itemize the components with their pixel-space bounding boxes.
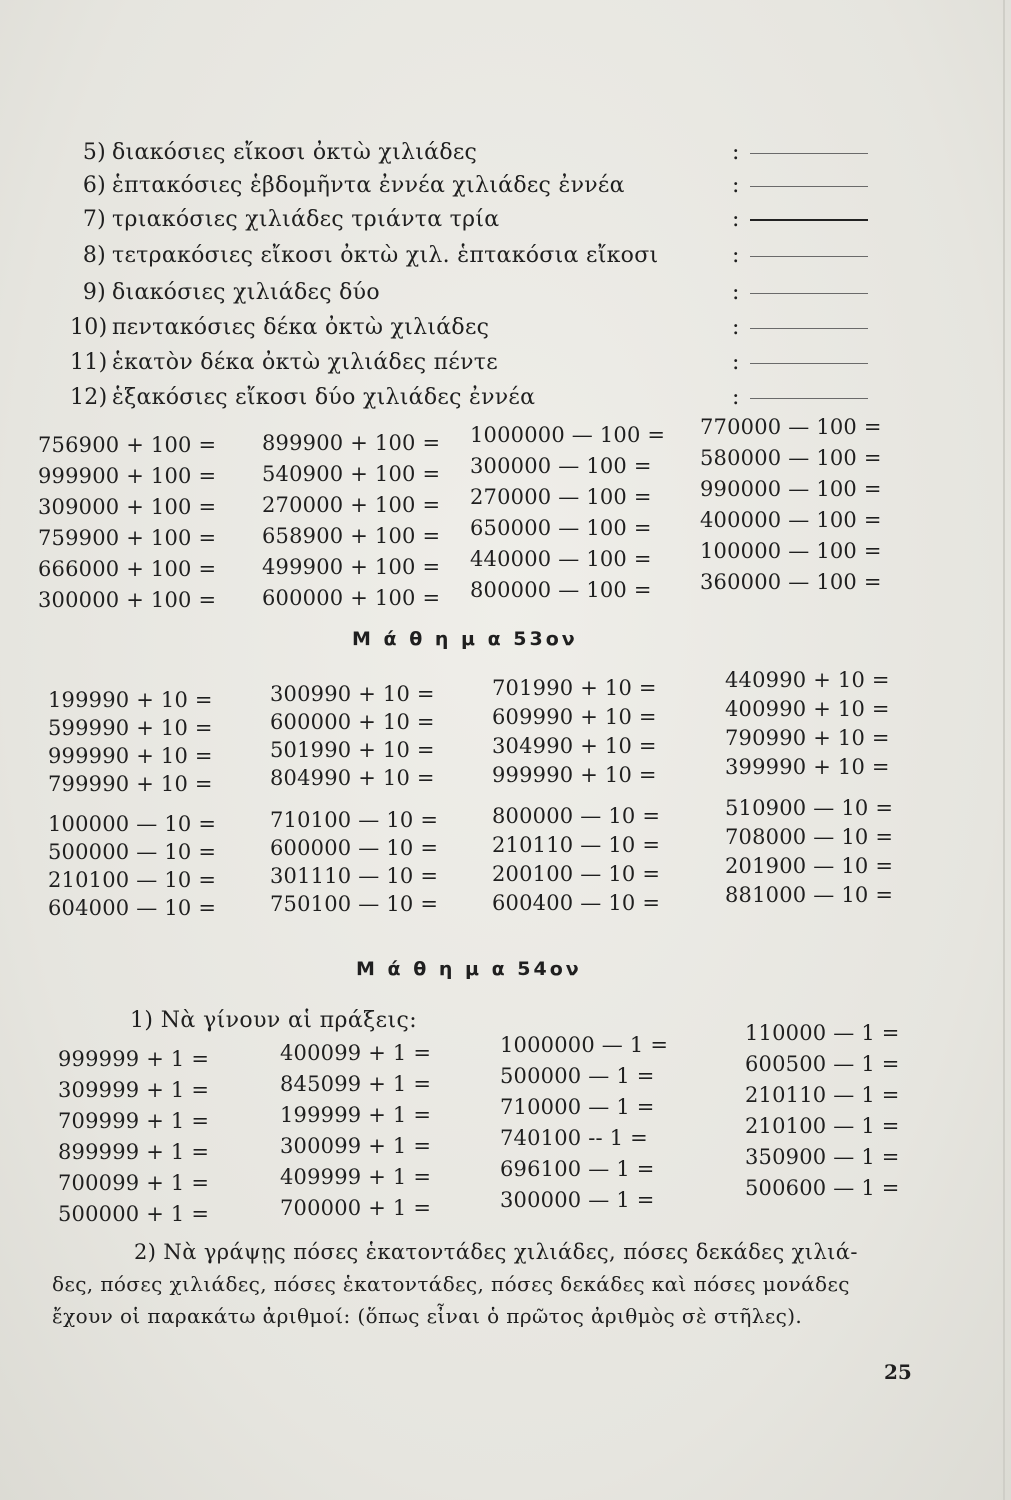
exercise: 200100 — 10 = bbox=[492, 862, 661, 886]
lesson54-col-2 bbox=[280, 1038, 431, 1224]
exercise: 790990 + 10 = bbox=[725, 726, 890, 750]
lesson53-col-1 bbox=[48, 686, 216, 922]
exercise: 804990 + 10 = bbox=[270, 766, 435, 790]
exercise: 600500 — 1 = bbox=[745, 1052, 900, 1076]
exercise-column-4 bbox=[700, 412, 882, 598]
exercise: 210110 — 1 = bbox=[745, 1083, 900, 1107]
exercise: 500000 — 1 = bbox=[500, 1064, 655, 1088]
exercise: 399990 + 10 = bbox=[725, 755, 890, 779]
exercise: 201900 — 10 = bbox=[725, 854, 894, 878]
page-number: 25 bbox=[884, 1360, 912, 1384]
lesson53-col-2 bbox=[270, 680, 438, 918]
exercise: 800000 — 10 = bbox=[492, 804, 661, 828]
exercise: 600000 + 100 = bbox=[262, 586, 441, 610]
exercise: 650000 — 100 = bbox=[470, 516, 652, 540]
page-edge bbox=[1003, 0, 1005, 1500]
exercise: 709999 + 1 = bbox=[58, 1109, 210, 1133]
lesson54-col-1 bbox=[58, 1044, 209, 1230]
word-item-8: 8) τετρακόσιες εἴκοσι ὀκτὼ χιλ. ἑπτακόσια εἴκοσι bbox=[82, 243, 659, 268]
exercise: 609990 + 10 = bbox=[492, 705, 657, 729]
exercise: 350900 — 1 = bbox=[745, 1145, 900, 1169]
exercise: 800000 — 100 = bbox=[470, 578, 652, 602]
exercise: 708000 — 10 = bbox=[725, 825, 894, 849]
word-item-7: 7) τριακόσιες χιλιάδες τριάντα τρία bbox=[82, 207, 500, 232]
exercise: 710100 — 10 = bbox=[270, 808, 439, 832]
exercise: 658900 + 100 = bbox=[262, 524, 441, 548]
exercise: 599990 + 10 = bbox=[48, 716, 213, 740]
exercise: 400099 + 1 = bbox=[280, 1041, 432, 1065]
lesson53-col-4 bbox=[725, 666, 893, 910]
exercise: 700000 + 1 = bbox=[280, 1196, 432, 1220]
exercise-column-1 bbox=[38, 430, 216, 616]
exercise: 304990 + 10 = bbox=[492, 734, 657, 758]
lesson54-col-3 bbox=[500, 1030, 668, 1216]
exercise: 499900 + 100 = bbox=[262, 555, 441, 579]
exercise: 696100 — 1 = bbox=[500, 1157, 655, 1181]
exercise: 1000000 — 100 = bbox=[470, 423, 666, 447]
lesson-53-heading: Μ ά θ η μ α 53ον bbox=[352, 628, 578, 650]
task-2-line-2: δες, πόσες χιλιάδες, πόσες ἑκατοντάδες, πόσες δεκάδες καὶ πόσες μονάδες bbox=[52, 1272, 850, 1296]
exercise: 666000 + 100 = bbox=[38, 557, 217, 581]
exercise: 409999 + 1 = bbox=[280, 1165, 432, 1189]
word-item-6: 6) ἑπτακόσιες ἑβδομῆντα ἐννέα χιλιάδες ἐννέα bbox=[82, 173, 625, 198]
exercise: 899900 + 100 = bbox=[262, 431, 441, 455]
exercise: 759900 + 100 = bbox=[38, 526, 217, 550]
exercise: 199999 + 1 = bbox=[280, 1103, 432, 1127]
exercise: 400000 — 100 = bbox=[700, 508, 882, 532]
exercise: 500000 — 10 = bbox=[48, 840, 217, 864]
answer-blank[interactable]: : bbox=[732, 207, 868, 232]
word-item-10: 10) πεντακόσιες δέκα ὀκτὼ χιλιάδες bbox=[70, 315, 490, 340]
exercise: 600000 — 10 = bbox=[270, 836, 439, 860]
exercise: 300000 — 1 = bbox=[500, 1188, 655, 1212]
exercise: 845099 + 1 = bbox=[280, 1072, 432, 1096]
exercise: 510900 — 10 = bbox=[725, 796, 894, 820]
exercise: 210100 — 10 = bbox=[48, 868, 217, 892]
exercise: 500000 + 1 = bbox=[58, 1202, 210, 1226]
lesson53-col-3 bbox=[492, 674, 660, 918]
exercise: 881000 — 10 = bbox=[725, 883, 894, 907]
exercise: 580000 — 100 = bbox=[700, 446, 882, 470]
exercise: 701990 + 10 = bbox=[492, 676, 657, 700]
exercise: 500600 — 1 = bbox=[745, 1176, 900, 1200]
exercise: 309999 + 1 = bbox=[58, 1078, 210, 1102]
exercise: 270000 + 100 = bbox=[262, 493, 441, 517]
exercise: 750100 — 10 = bbox=[270, 892, 439, 916]
exercise-column-2 bbox=[262, 428, 440, 614]
exercise: 990000 — 100 = bbox=[700, 477, 882, 501]
exercise: 710000 — 1 = bbox=[500, 1095, 655, 1119]
exercise: 899999 + 1 = bbox=[58, 1140, 210, 1164]
exercise: 210110 — 10 = bbox=[492, 833, 661, 857]
exercise: 300000 — 100 = bbox=[470, 454, 652, 478]
exercise: 100000 — 10 = bbox=[48, 812, 217, 836]
exercise: 199990 + 10 = bbox=[48, 688, 213, 712]
exercise: 100000 — 100 = bbox=[700, 539, 882, 563]
lesson-54-heading: Μ ά θ η μ α 54ον bbox=[356, 958, 582, 980]
exercise-column-3 bbox=[470, 420, 665, 606]
exercise: 301110 — 10 = bbox=[270, 864, 439, 888]
exercise: 600400 — 10 = bbox=[492, 891, 661, 915]
answer-blank[interactable]: : bbox=[732, 350, 868, 375]
exercise: 604000 — 10 = bbox=[48, 896, 217, 920]
exercise: 999990 + 10 = bbox=[492, 763, 657, 787]
answer-blank[interactable]: : bbox=[732, 280, 868, 305]
exercise: 300099 + 1 = bbox=[280, 1134, 432, 1158]
answer-blank[interactable]: : bbox=[732, 173, 868, 198]
exercise: 300000 + 100 = bbox=[38, 588, 217, 612]
exercise: 501990 + 10 = bbox=[270, 738, 435, 762]
exercise: 799990 + 10 = bbox=[48, 772, 213, 796]
word-item-12: 12) ἑξακόσιες εἴκοσι δύο χιλιάδες ἐννέα bbox=[70, 385, 536, 410]
task-1-instruction: 1) Νὰ γίνουν αἱ πράξεις: bbox=[130, 1008, 418, 1033]
exercise: 309000 + 100 = bbox=[38, 495, 217, 519]
exercise: 1000000 — 1 = bbox=[500, 1033, 669, 1057]
exercise: 440990 + 10 = bbox=[725, 668, 890, 692]
word-item-9: 9) διακόσιες χιλιάδες δύο bbox=[82, 280, 380, 305]
exercise: 300990 + 10 = bbox=[270, 682, 435, 706]
word-item-5: 5) διακόσιες εἴκοσι ὀκτὼ χιλιάδες bbox=[82, 140, 478, 165]
exercise: 740100 -- 1 = bbox=[500, 1126, 648, 1150]
exercise: 999999 + 1 = bbox=[58, 1047, 210, 1071]
exercise: 600000 + 10 = bbox=[270, 710, 435, 734]
task-2-line-1: 2) Νὰ γράψῃς πόσες ἑκατοντάδες χιλιάδες, πόσες δεκάδες χιλιά- bbox=[134, 1240, 858, 1264]
exercise: 400990 + 10 = bbox=[725, 697, 890, 721]
exercise: 110000 — 1 = bbox=[745, 1021, 900, 1045]
exercise: 210100 — 1 = bbox=[745, 1114, 900, 1138]
exercise: 360000 — 100 = bbox=[700, 570, 882, 594]
answer-blank[interactable]: : bbox=[732, 315, 868, 340]
exercise: 770000 — 100 = bbox=[700, 415, 882, 439]
exercise: 700099 + 1 = bbox=[58, 1171, 210, 1195]
exercise: 999990 + 10 = bbox=[48, 744, 213, 768]
answer-blank[interactable]: : bbox=[732, 385, 868, 410]
exercise: 999900 + 100 = bbox=[38, 464, 217, 488]
exercise: 440000 — 100 = bbox=[470, 547, 652, 571]
exercise: 756900 + 100 = bbox=[38, 433, 217, 457]
answer-blank[interactable]: : bbox=[732, 243, 868, 268]
word-item-11: 11) ἑκατὸν δέκα ὀκτὼ χιλιάδες πέντε bbox=[70, 350, 498, 375]
lesson54-col-4 bbox=[745, 1018, 900, 1204]
answer-blank[interactable]: : bbox=[732, 140, 868, 165]
exercise: 540900 + 100 = bbox=[262, 462, 441, 486]
exercise: 270000 — 100 = bbox=[470, 485, 652, 509]
task-2-line-3: ἔχουν οἱ παρακάτω ἀριθμοί: (ὅπως εἶναι ὁ πρῶτος ἀριθμὸς σὲ στῆλες). bbox=[52, 1304, 803, 1328]
